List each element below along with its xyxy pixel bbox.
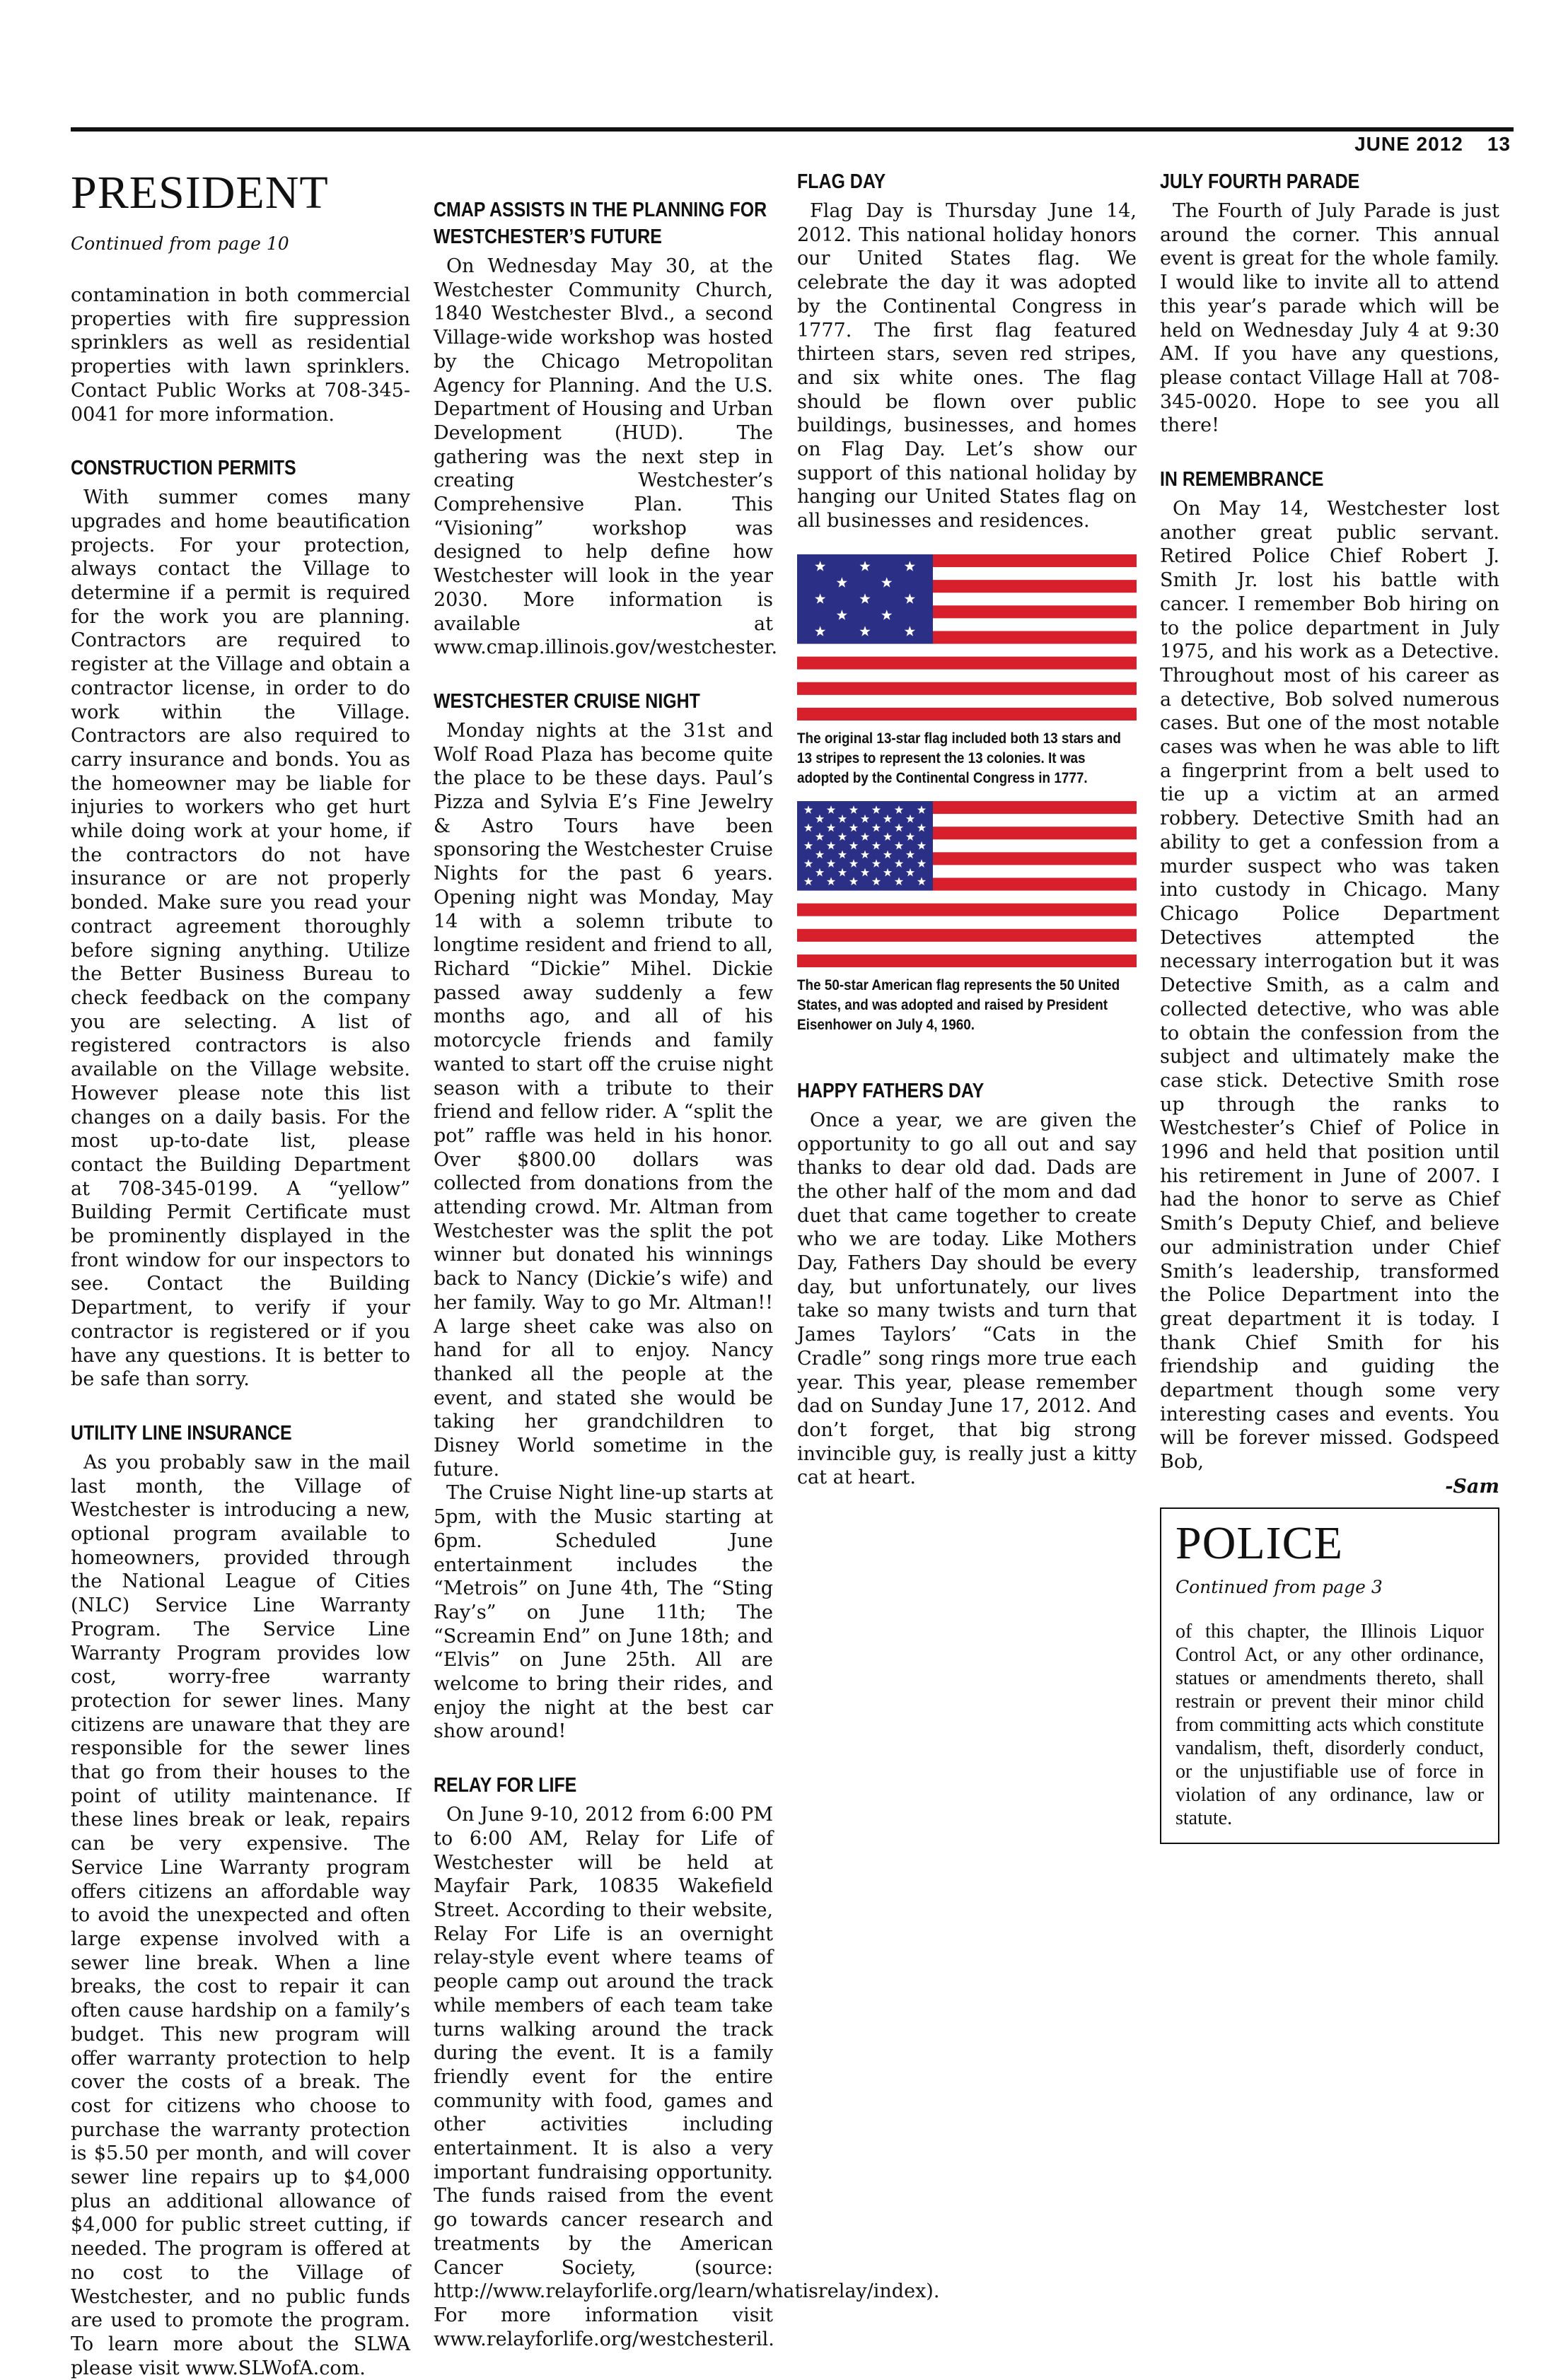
flag-red-stripe [797,955,1137,967]
signature: -Sam [1445,1475,1499,1498]
president-intro: contamination in both commercial properties with fire suppression sprinklers as well as residential properties with lawn sprinklers. Contact Public Works at 708-345-0041 for more information. [71,284,410,426]
flag-red-stripe [797,929,1137,942]
utility-line-heading: UTILITY LINE INSURANCE [71,1421,292,1445]
relay-body: On June 9-10, 2012 from 6:00 PM to 6:00 AM, Relay for Life of Westchester will be held at Mayfair Park, 10835 Wakefield Street. According to their website, Relay For Life is an overnight relay-style event where teams of people camp out around the track while members of each team take turns walking around the track during the event. It is a family friendly event for the entire community with food, games and other activities including entertainment. It is also a very important fundraising opportunity. The funds raised from the event go towards cancer research and treatments by the American Cancer Society, (source: http://www.relayforlife.org/learn/whatisrelay/index). For more information visit www.relayforlife.org/westchesteril. [434,1804,940,2350]
police-body: of this chapter, the Illinois Liquor Control Act, or any other ordinance, statues or amendments thereto, shall restrain or prevent their minor child from committing acts which constitute vandalism, theft, disorderly conduct, or the unjustifiable use of force in violation of any ordinance, law or statute. [1175,1620,1484,1829]
flag-red-stripe [797,903,1137,916]
cruise-night-heading: WESTCHESTER CRUISE NIGHT [434,689,700,713]
construction-permits-heading: CONSTRUCTION PERMITS [71,457,296,480]
column-4 [1160,168,1499,1964]
fathers-day-heading: HAPPY FATHERS DAY [797,1079,985,1102]
flag-day-body: Flag Day is Thursday June 14, 2012. This national holiday honors our United States flag. We celebrate the day it was adopted by the Continental Congress in 1777. The first flag featured thirteen stars, seven red stripes, and six white ones. The flag should be flown over public buildings, businesses, and homes on Flag Day. Let’s show our support of this national holiday by hanging our United States flag on all businesses and residences. [797,200,1137,532]
construction-permits-body: With summer comes many upgrades and home beautification projects. For your protection, always contact the Village to determine if a permit is required for the work you are planning. Contractors are required to register at the Village and obtain a contractor license, in order to do work within the Village. Contractors are also required to carry insurance and bonds. You as the homeowner may be liable for injuries to workers who get hurt while doing work at your home, if the contractors do not have insurance or are not properly bonded. Make sure you read your contract agreement thoroughly before signing anything. Utilize the Better Business Bureau to check feedback on the company you are selecting. A list of registered contractors is also available on the Village website. However please note this list changes on a daily basis. For the most up-to-date list, please contact the Building Department at 708-345-0199. A “yellow” Building Permit Certificate must be prominently displayed in the front window for our inspectors to see. Contact the Building Department, to verify if your contractor is registered or if you have any questions. It is better to be safe than sorry. [71,486,410,1391]
column-1 [71,167,410,2379]
cmap-body: On Wednesday May 30, at the Westchester Community Church, 1840 Westchester Blvd., a second Village-wide workshop was hosted by the Chicago Metropolitan Agency for Planning. And the U.S. Department of Housing and Urban Development (HUD). The gathering was the next step in creating Westchester’s Comprehensive Plan. This “Visioning” workshop was designed to help define how Westchester will look in the year 2030. More information is available at www.cmap.illinois.gov/westchester. [434,255,778,659]
flag-red-stripe [797,708,1137,721]
parade-body: The Fourth of July Parade is just around the corner. This annual event is great for the whole family. I would like to invite all to attend this year’s parade which will be held on Wednesday July 4 at 9:30 AM. If you have any questions, please contact Village Hall at 708-345-0020. Hope to see you all there! [1160,200,1499,437]
utility-line-body: As you probably saw in the mail last month, the Village of Westchester is introducing a new, optional program available to homeowners, provided through the National League of Cities (NLC) Service Line Warranty Program. The Service Line Warranty Program provides low cost, worry-free warranty protection for sewer lines. Many citizens are unaware that they are responsible for the sewer lines that go from their houses to the point of utility maintenance. If these lines break or leak, repairs can be very expensive. The Service Line Warranty program offers citizens an affordable way to avoid the unexpected and often large expense involved with a sewer line break. When a line breaks, the cost to repair it can often cause hardship on a family’s budget. This new program will offer warranty protection to help cover the costs of a break. The cost for citizens who choose to purchase the warranty protection is $5.50 per month, and will cover sewer line repairs up to $4,000 plus an additional allowance of $4,000 for public street cutting, if needed. The program is offered at no cost to the Village of Westchester, and no public funds are used to promote the program. To learn more about the SLWA please visit www.SLWofA.com. [71,1451,410,2379]
fifty-star-flag-image [797,801,1137,967]
fathers-day-body: Once a year, we are given the opportunity to go all out and say thanks to dear old dad. Dads are the other half of the mom and dad duet that came together to create who we are today. Like Mothers Day, Fathers Day should be every day, but unfortunately, our lives take so many twists and turn that James Taylors’ “Cats in the Cradle” song rings more true each year. This year, please remember dad on Sunday June 17, 2012. And don’t forget, that big strong invincible guy, is really just a kitty cat at heart. [797,1109,1137,1489]
masthead-rule [71,127,1514,132]
flag-50-caption: The 50-star American flag represents the 50 United States, and was adopted and raised by President Eisenhower on July 4, 1960. [797,976,1120,1033]
cmap-heading: CMAP ASSISTS IN THE PLANNING FOR WESTCHESTER’S FUTURE [434,199,767,248]
cruise-night-body-2: The Cruise Night line-up starts at 5pm, with the Music starting at 6pm. Scheduled June entertainment includes the “Metrois” on June 4th, The “Sting Ray’s” on June 11th; The “Screamin End” on June 18th; and “Elvis” on June 25th. All are welcome to bring their rides, and enjoy the night at the best car show around! [434,1482,773,1743]
president-title: PRESIDENT [71,167,329,218]
remembrance-body: On May 14, Westchester lost another great public servant. Retired Police Chief Robert J. Smith Jr. lost his battle with cancer. I remember Bob hiring on to the police department in July 1975, and his work as a Detective. Throughout most of his career as a detective, Bob solved numerous cases. But one of the most notable cases was when he was able to lift a fingerprint from a belt used to tie up a victim at an armed robbery. Detective Smith had an ability to get a confession from a murder suspect who was taken into custody in Chicago. Many Chicago Police Department Detectives attempted the necessary interrogation but it was Detective Smith, as a calm and collected detective, who was able to obtain the confession from the subject and ultimately make the case stick. Detective Smith rose up through the ranks to Westchester’s Chief of Police in 1996 and held that position until his retirement in June of 2007. I had the honor to serve as Chief Smith’s Deputy Chief, and believe our administration under Chief Smith’s leadership, transformed the Police Department into the great department it is today. I thank Chief Smith for his friendship and guiding the department though some very interesting cases and events. You will be forever missed. Godspeed Bob, [1160,498,1499,1474]
page-number: 13 [1487,133,1511,155]
cruise-night-body-1: Monday nights at the 31st and Wolf Road Plaza has become quite the place to be these days. Paul’s Pizza and Sylvia E’s Fine Jewelry & Astro Tours have been sponsoring the Westchester Cruise Nights for the past 6 years. Opening night was Monday, May 14 with a solemn tribute to longtime resident and friend to all, Richard “Dickie” Mihel. Dickie passed away suddenly a few months ago, and all of his motorcycle friends and family wanted to start off the cruise night season with a tribute to their friend and fellow rider. A “split the pot” raffle was held in his honor. Over $800.00 dollars was collected from donations from the attending crowd. Mr. Altman from Westchester was the split the pot winner but donated his winnings back to Nancy (Dickie’s wife) and her family. Way to go Mr. Altman!! A large sheet cake was also on hand for all to enjoy. Nancy thanked all the people at the event, and stated she would be taking her grandchildren to Disney World sometime in the future. [434,719,773,1481]
flag-day-heading: FLAG DAY [797,170,886,193]
remembrance-heading: IN REMEMBRANCE [1160,468,1324,491]
flag-red-stripe [797,656,1137,669]
relay-heading: RELAY FOR LIFE [434,1774,577,1797]
police-continued: Continued from page 3 [1175,1576,1383,1597]
utility-line-body-part1 [71,1451,410,2380]
police-continuation-box [1160,1507,1499,1844]
flag-13-caption: The original 13-star flag included both 13 stars and 13 stripes to represent the 13 colonies. It was adopted by the Continental Congress in 1777. [797,730,1121,786]
police-title: POLICE [1175,1517,1343,1569]
parade-heading: JULY FOURTH PARADE [1160,170,1360,193]
column-3 [797,168,1137,1964]
president-continued: Continued from page 10 [71,233,289,254]
page-folio [1354,133,1511,156]
flag-red-stripe [797,682,1137,695]
thirteen-star-flag-image [797,554,1137,721]
issue-date: JUNE 2012 [1354,133,1463,155]
